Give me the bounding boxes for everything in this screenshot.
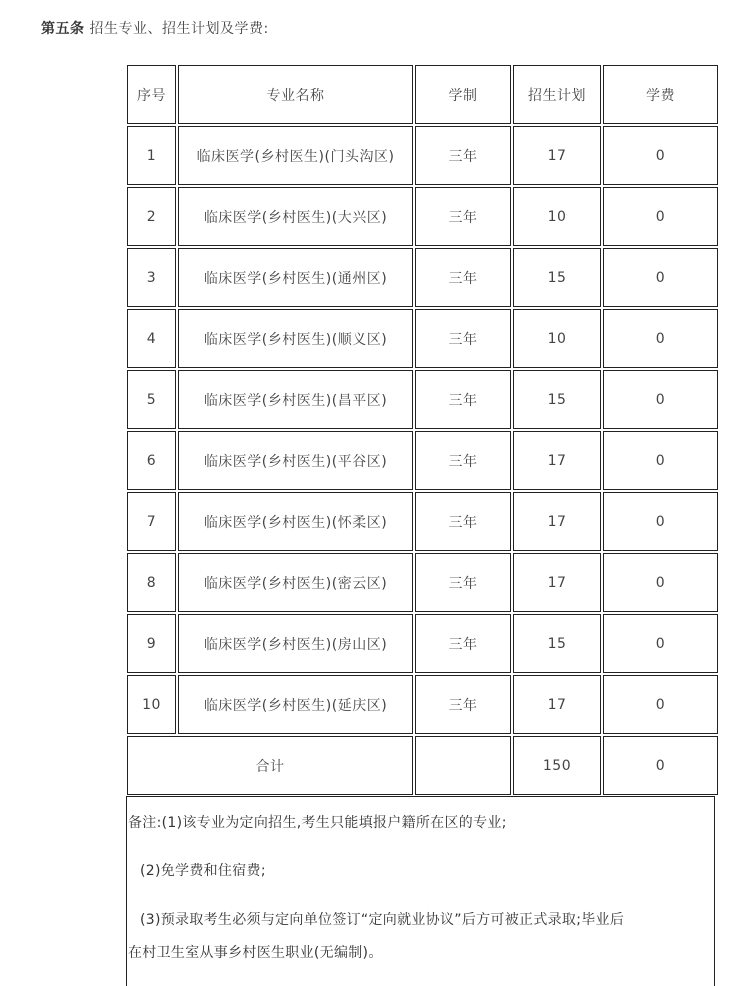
cell-plan: 17: [513, 492, 601, 551]
cell-major: 临床医学(乡村医生)(通州区): [178, 248, 413, 307]
cell-plan: 15: [513, 370, 601, 429]
cell-index: 8: [127, 553, 176, 612]
table-row: [127, 248, 718, 307]
article-title: 招生专业、招生计划及学费:: [89, 21, 269, 37]
cell-index: 10: [127, 675, 176, 734]
cell-duration: 三年: [415, 675, 511, 734]
note-line-4: 在村卫生室从事乡村医生职业(无编制)。: [128, 945, 383, 961]
cell-duration: 三年: [415, 126, 511, 185]
note-line-1: 备注:(1)该专业为定向招生,考生只能填报户籍所在区的专业;: [128, 815, 507, 831]
table-row: [127, 492, 718, 551]
note-line-2: (2)免学费和住宿费;: [140, 863, 266, 879]
cell-plan: 17: [513, 675, 601, 734]
cell-plan: 15: [513, 614, 601, 673]
cell-fee: 0: [603, 126, 718, 185]
notes-box: [126, 796, 715, 986]
cell-index: 5: [127, 370, 176, 429]
cell-major: 临床医学(乡村医生)(怀柔区): [178, 492, 413, 551]
cell-fee: 0: [603, 675, 718, 734]
header-cell-index: 序号: [127, 65, 176, 124]
cell-plan: 17: [513, 553, 601, 612]
cell-index: 4: [127, 309, 176, 368]
cell-plan: 15: [513, 248, 601, 307]
table-row: [127, 126, 718, 185]
cell-duration: 三年: [415, 431, 511, 490]
table-row: [127, 614, 718, 673]
table-row: [127, 187, 718, 246]
total-plan: 150: [513, 736, 601, 795]
cell-duration: 三年: [415, 187, 511, 246]
cell-major: 临床医学(乡村医生)(大兴区): [178, 187, 413, 246]
section-heading: [41, 18, 269, 38]
cell-fee: 0: [603, 492, 718, 551]
cell-index: 6: [127, 431, 176, 490]
cell-duration: 三年: [415, 370, 511, 429]
cell-index: 1: [127, 126, 176, 185]
cell-index: 3: [127, 248, 176, 307]
cell-fee: 0: [603, 248, 718, 307]
cell-plan: 17: [513, 431, 601, 490]
cell-fee: 0: [603, 431, 718, 490]
table-row: [127, 309, 718, 368]
table-row: [127, 370, 718, 429]
cell-major: 临床医学(乡村医生)(平谷区): [178, 431, 413, 490]
note-line-3: (3)预录取考生必须与定向单位签订“定向就业协议”后方可被正式录取;毕业后: [140, 912, 625, 928]
cell-plan: 10: [513, 309, 601, 368]
table-row: [127, 431, 718, 490]
total-fee: 0: [603, 736, 718, 795]
cell-index: 2: [127, 187, 176, 246]
cell-major: 临床医学(乡村医生)(延庆区): [178, 675, 413, 734]
cell-major: 临床医学(乡村医生)(昌平区): [178, 370, 413, 429]
cell-fee: 0: [603, 553, 718, 612]
cell-fee: 0: [603, 309, 718, 368]
article-label: 第五条: [41, 21, 85, 37]
total-label: 合计: [127, 736, 413, 795]
cell-plan: 17: [513, 126, 601, 185]
header-cell-plan: 招生计划: [513, 65, 601, 124]
cell-duration: 三年: [415, 553, 511, 612]
header-cell-major: 专业名称: [178, 65, 413, 124]
cell-duration: 三年: [415, 614, 511, 673]
cell-duration: 三年: [415, 248, 511, 307]
cell-major: 临床医学(乡村医生)(顺义区): [178, 309, 413, 368]
table-row: [127, 553, 718, 612]
cell-duration: 三年: [415, 309, 511, 368]
total-duration: [415, 736, 511, 795]
table-total-row: [127, 736, 718, 795]
cell-fee: 0: [603, 614, 718, 673]
cell-major: 临床医学(乡村医生)(密云区): [178, 553, 413, 612]
enrollment-table: [125, 63, 720, 797]
cell-index: 9: [127, 614, 176, 673]
cell-major: 临床医学(乡村医生)(门头沟区): [178, 126, 413, 185]
table-header-row: [127, 65, 718, 124]
cell-index: 7: [127, 492, 176, 551]
header-cell-duration: 学制: [415, 65, 511, 124]
cell-duration: 三年: [415, 492, 511, 551]
cell-fee: 0: [603, 187, 718, 246]
table-row: [127, 675, 718, 734]
cell-major: 临床医学(乡村医生)(房山区): [178, 614, 413, 673]
cell-plan: 10: [513, 187, 601, 246]
cell-fee: 0: [603, 370, 718, 429]
header-cell-fee: 学费: [603, 65, 718, 124]
